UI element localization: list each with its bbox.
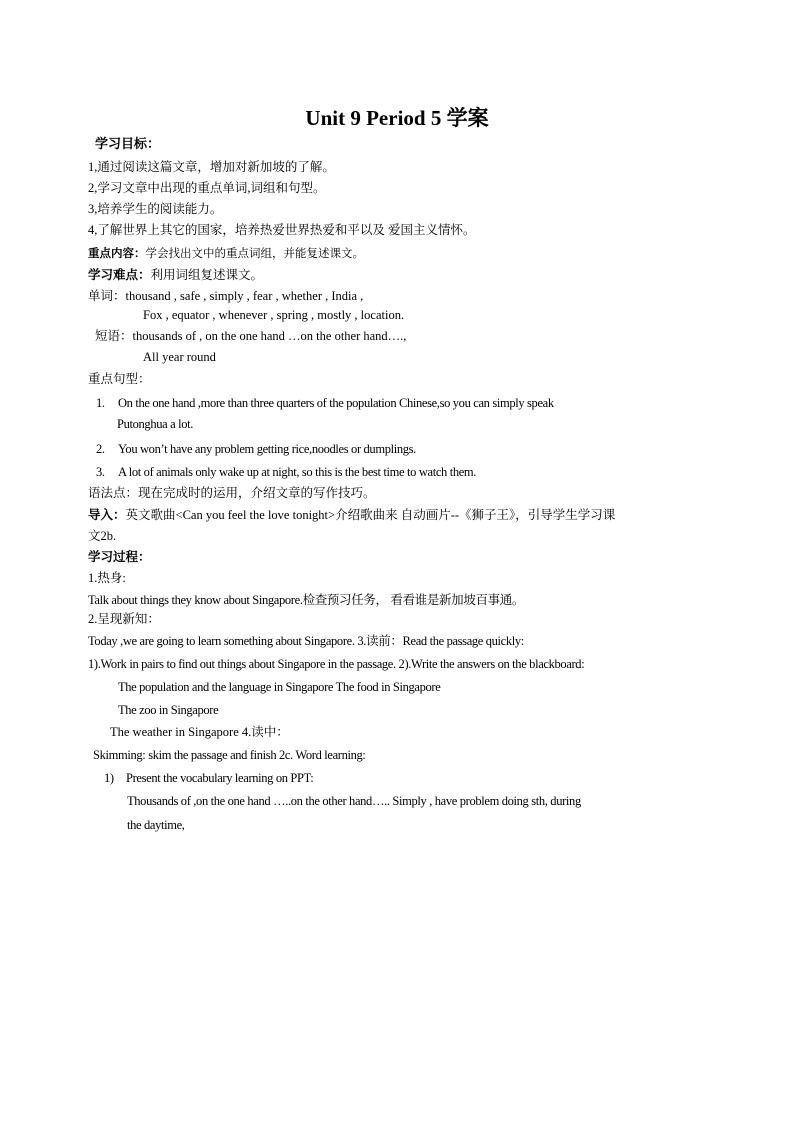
intro-text: 英文歌曲<Can you feel the love tonight>介绍歌曲来 自动画片--《狮子王》，引导学生学习课 — [125, 508, 616, 522]
goal-item: 2,学习文章中出现的重点单词,词组和句型。 — [88, 181, 326, 195]
process-line: 1).Work in pairs to find out things about Singapore in the passage. 2).Write the answers on the blackboard: — [88, 657, 585, 671]
words-line-2: Fox , equator , whenever , spring , mostly , location. — [143, 308, 405, 322]
process-line: Today ,we are going to learn something about Singapore. 3.读前：Read the passage quickly: — [88, 634, 524, 648]
sentence-number: 1. — [96, 396, 105, 410]
page-title: Unit 9 Period 5 学案 — [305, 106, 489, 130]
intro-continuation: 文2b. — [88, 529, 117, 543]
process-line: 1.热身: — [88, 571, 126, 585]
process-item-continuation: the daytime, — [127, 818, 185, 832]
process-line: Skimming: skim the passage and finish 2c. Word learning: — [93, 748, 366, 762]
sentence-item — [96, 464, 476, 480]
sentence-item — [96, 441, 416, 457]
words-line-1 — [88, 288, 363, 304]
words-text: thousand , safe , simply , fear , whether , India , — [125, 289, 364, 303]
phrases-line-2: All year round — [143, 350, 216, 364]
sentence-number: 3. — [96, 465, 105, 479]
key-content-label: 重点内容： — [88, 248, 146, 260]
sentence-text: On the one hand ,more than three quarters of the population Chinese,so you can simply speak — [118, 396, 554, 410]
process-item-number: 1) — [104, 771, 114, 785]
key-content — [88, 245, 364, 262]
intro-line — [88, 507, 615, 523]
process-heading: 学习过程： — [88, 550, 151, 564]
process-item — [104, 770, 313, 786]
goals-heading: 学习目标： — [95, 136, 161, 151]
process-line: The weather in Singapore 4.读中： — [110, 725, 289, 739]
phrases-text: thousands of , on the one hand …on the other hand…., — [132, 329, 407, 343]
words-label: 单词： — [88, 289, 126, 303]
process-line: 2.呈现新知： — [88, 612, 160, 626]
difficulty — [88, 267, 263, 283]
grammar-point: 语法点：现在完成时的运用，介绍文章的写作技巧。 — [88, 486, 376, 500]
key-content-text: 学会找出文中的重点词组，并能复述课文。 — [145, 248, 364, 260]
goal-item: 4,了解世界上其它的国家，培养热爱世界热爱和平以及 爱国主义情怀。 — [88, 223, 476, 237]
sentence-number: 2. — [96, 442, 105, 456]
process-line: The zoo in Singapore — [118, 703, 219, 717]
phrases-label: 短语： — [95, 329, 133, 343]
phrases-line-1 — [95, 328, 406, 344]
process-item-text: Present the vocabulary learning on PPT: — [126, 771, 314, 785]
sentence-item — [96, 395, 554, 411]
difficulty-label: 学习难点： — [88, 268, 151, 282]
difficulty-text: 利用词组复述课文。 — [150, 268, 264, 282]
intro-label: 导入： — [88, 508, 126, 522]
process-line: The population and the language in Singapore The food in Singapore — [118, 680, 441, 694]
sentence-text: A lot of animals only wake up at night, so this is the best time to watch them. — [118, 465, 477, 479]
process-line: Talk about things they know about Singapore.检查预习任务， 看看谁是新加坡百事通。 — [88, 593, 525, 607]
process-item-continuation: Thousands of ,on the one hand …..on the other hand….. Simply , have problem doing sth, during — [127, 794, 581, 808]
sentences-heading: 重点句型： — [88, 372, 151, 386]
sentence-text: You won’t have any problem getting rice,noodles or dumplings. — [118, 442, 416, 456]
goal-item: 1,通过阅读这篇文章，增加对新加坡的了解。 — [88, 160, 335, 174]
sentence-continuation: Putonghua a lot. — [117, 417, 193, 431]
goal-item: 3,培养学生的阅读能力。 — [88, 202, 223, 216]
